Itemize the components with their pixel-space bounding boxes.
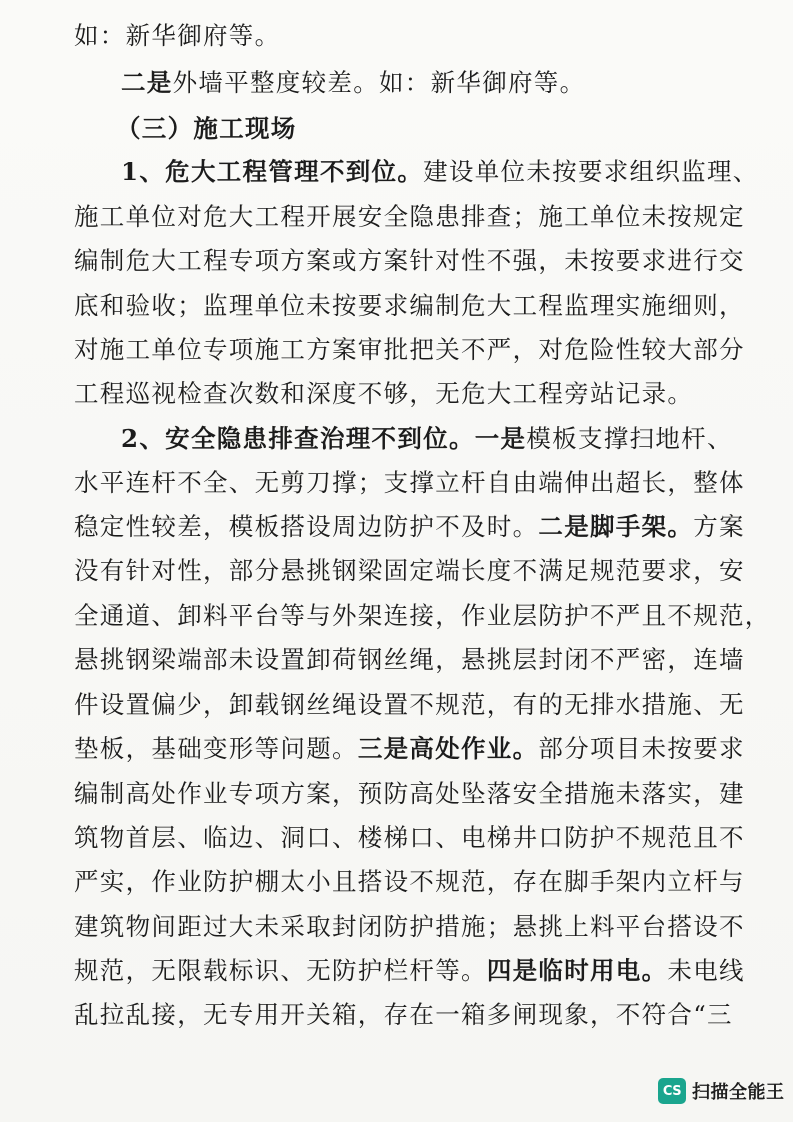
text-line bbox=[74, 644, 745, 676]
text-segment-bold: 1、危大工程管理不到位。 bbox=[121, 157, 424, 186]
text-segment-bold: 三是高处作业。 bbox=[357, 734, 539, 763]
text-segment: 部分项目未按要求 bbox=[538, 734, 745, 763]
text-segment: 工程巡视检查次数和深度不够，无危大工程旁站记录。 bbox=[74, 379, 694, 408]
text-segment: 件设置偏少，卸载钢丝绳设置不规范，有的无排水措施、无 bbox=[74, 690, 745, 719]
text-segment-bold: 四是临时用电。 bbox=[486, 956, 668, 985]
text-line bbox=[74, 866, 745, 898]
text-line bbox=[74, 999, 733, 1031]
text-line bbox=[74, 778, 745, 810]
text-line bbox=[74, 511, 745, 543]
text-segment: 全通道、卸料平台等与外架连接，作业层防护不严且不规范， bbox=[74, 601, 771, 630]
text-line bbox=[74, 201, 745, 233]
text-segment: 稳定性较差，模板搭设周边防护不及时。 bbox=[74, 512, 539, 541]
text-segment-bold: 二是 bbox=[121, 68, 173, 97]
text-line bbox=[121, 67, 771, 99]
text-segment: 垫板，基础变形等问题。 bbox=[74, 734, 358, 763]
scanner-watermark bbox=[658, 1076, 785, 1106]
text-line bbox=[121, 156, 759, 188]
text-line bbox=[74, 20, 724, 52]
text-line bbox=[74, 733, 745, 765]
text-segment: 筑物首层、临边、洞口、楼梯口、电梯井口防护不规范且不 bbox=[74, 823, 745, 852]
text-line bbox=[74, 911, 745, 943]
text-segment: 方案 bbox=[693, 512, 745, 541]
text-line bbox=[74, 290, 745, 322]
text-segment: 施工单位对危大工程开展安全隐患排查；施工单位未按规定 bbox=[74, 202, 745, 231]
text-line bbox=[74, 555, 745, 587]
text-segment-bold: 2、安全隐患排查治理不到位。一是 bbox=[121, 424, 527, 453]
text-segment: 没有针对性，部分悬挑钢梁固定端长度不满足规范要求，安 bbox=[74, 556, 745, 585]
logo-text: CS bbox=[662, 1083, 682, 1099]
text-line bbox=[74, 600, 771, 632]
text-segment-bold: 二是脚手架。 bbox=[538, 512, 694, 541]
text-line bbox=[74, 378, 724, 410]
text-segment: 严实，作业防护棚太小且搭设不规范，存在脚手架内立杆与 bbox=[74, 867, 745, 896]
brand-name: 扫描全能王 bbox=[692, 1082, 785, 1103]
text-line bbox=[74, 689, 745, 721]
text-segment: 悬挑钢梁端部未设置卸荷钢丝绳，悬挑层封闭不严密，连墙 bbox=[74, 645, 745, 674]
text-segment: 建设单位未按要求组织监理、 bbox=[423, 157, 759, 186]
text-line bbox=[74, 334, 745, 366]
text-segment: 对施工单位专项施工方案审批把关不严，对危险性较大部分 bbox=[74, 335, 745, 364]
text-segment: 未电线 bbox=[667, 956, 745, 985]
text-segment: 模板支撑扫地杆、 bbox=[526, 424, 733, 453]
text-segment: 编制高处作业专项方案，预防高处坠落安全措施未落实，建 bbox=[74, 779, 745, 808]
text-segment: 规范，无限载标识、无防护栏杆等。 bbox=[74, 956, 487, 985]
text-line bbox=[74, 467, 745, 499]
text-segment: 底和验收；监理单位未按要求编制危大工程监理实施细则， bbox=[74, 291, 745, 320]
text-segment: 如：新华御府等。 bbox=[74, 21, 281, 50]
text-segment: 水平连杆不全、无剪刀撑；支撑立杆自由端伸出超长，整体 bbox=[74, 468, 745, 497]
text-segment: 编制危大工程专项方案或方案针对性不强，未按要求进行交 bbox=[74, 246, 745, 275]
text-segment-bold: （三）施工现场 bbox=[116, 114, 297, 143]
text-line bbox=[74, 955, 745, 987]
text-segment: 外墙平整度较差。如：新华御府等。 bbox=[172, 68, 586, 97]
text-segment: 建筑物间距过大未采取封闭防护措施；悬挑上料平台搭设不 bbox=[74, 912, 745, 941]
text-segment: 乱拉乱接，无专用开关箱，存在一箱多闸现象，不符合“三 bbox=[74, 1000, 733, 1029]
text-line bbox=[74, 245, 745, 277]
text-line bbox=[121, 423, 771, 455]
text-line bbox=[74, 822, 745, 854]
section-heading bbox=[116, 113, 766, 145]
camscanner-logo-icon bbox=[658, 1078, 686, 1104]
